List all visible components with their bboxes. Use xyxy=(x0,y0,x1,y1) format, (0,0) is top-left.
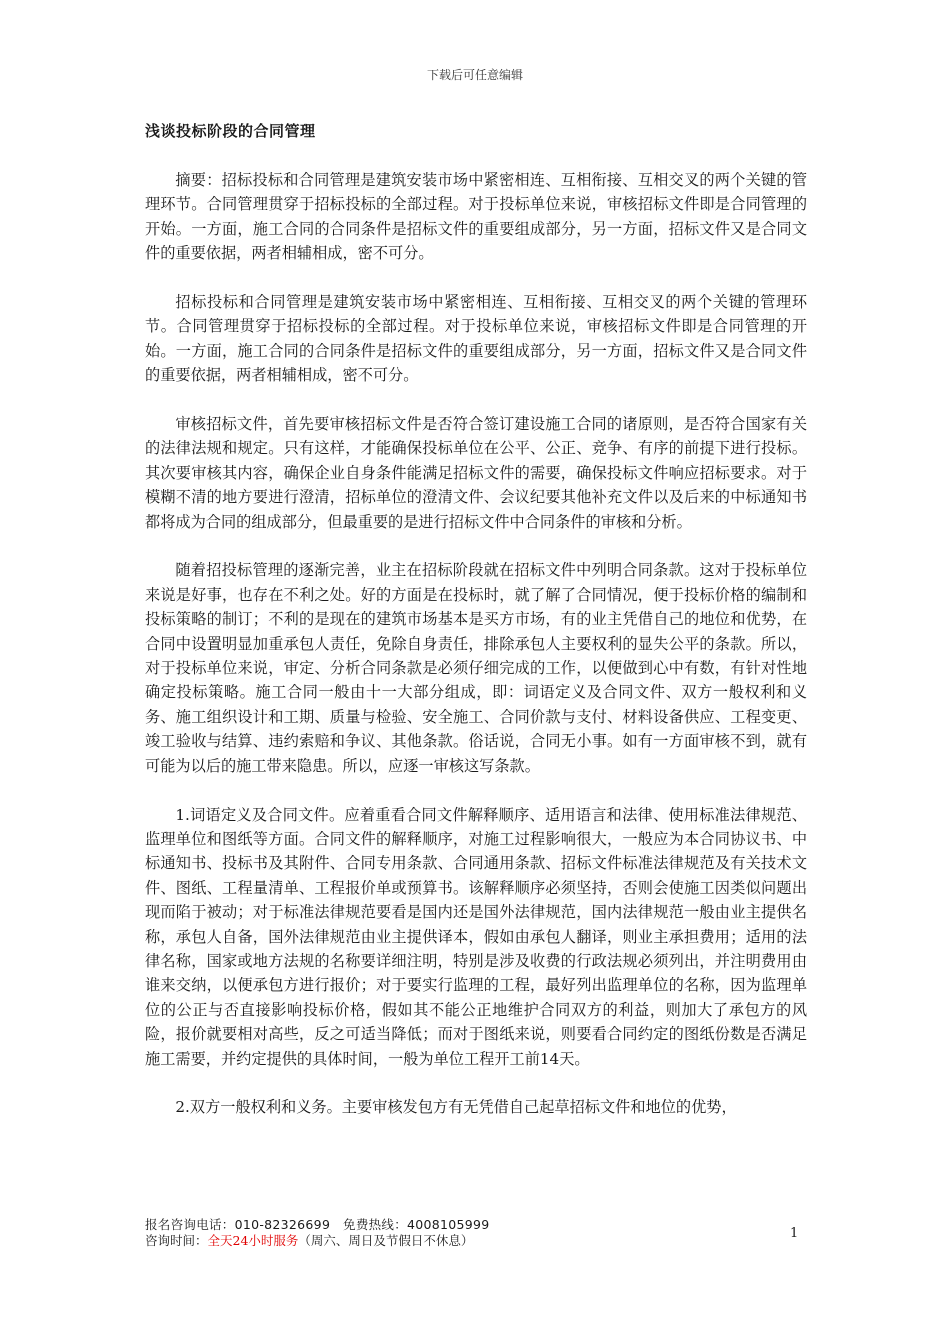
page-header: 下载后可任意编辑 xyxy=(426,68,523,82)
body-paragraph: 招标投标和合同管理是建筑安装市场中紧密相连、互相衔接、互相交叉的两个关键的管理环节。合同管理贯穿于招标投标的全部过程。对于投标单位来说，审核招标文件即是合同管理的开始。一方面，施工合同的合同条件是招标文件的重要组成部分，另一方面，招标文件又是合同文件的重要依据，两者相辅相成，密不可分。 xyxy=(145,293,807,385)
body-paragraph: 随着招投标管理的逐渐完善，业主在招标阶段就在招标文件中列明合同条款。这对于投标单位来说是好事，也存在不利之处。好的方面是在投标时，就了解了合同情况，便于投标价格的编制和投标策略的制订；不利的是现在的建筑市场基本是买方市场，有的业主凭借自己的地位和优势，在合同中设置明显加重承包人责任，免除自身责任，排除承包人主要权利的显失公平的条款。所以，对于投标单位来说，审定、分析合同条款是必须仔细完成的工作，以便做到心中有数，有针对性地确定投标策略。施工合同一般由十一大部分组成，即：词语定义及合同文件、双方一般权利和义务、施工组织设计和工期、质量与检验、安全施工、合同价款与支付、材料设备供应、工程变更、竣工验收与结算、违约索赔和争议、其他条款。俗话说，合同无小事。如有一方面审核不到，就有可能为以后的施工带来隐患。所以，应逐一审核这写条款。 xyxy=(145,561,807,775)
hours-note: （周六、周日及节假日不休息） xyxy=(298,1233,474,1248)
phone-label: 报名咨询电话：010-82326699 xyxy=(145,1217,331,1232)
contact-line xyxy=(145,1217,490,1233)
body-paragraph: 2.双方一般权利和义务。主要审核发包方有无凭借自己起草招标文件和地位的优势， xyxy=(175,1098,737,1117)
hotline-label: 免费热线：4008105999 xyxy=(343,1217,490,1232)
page-number: 1 xyxy=(790,1226,799,1241)
page-footer xyxy=(145,1217,490,1249)
hours-line xyxy=(145,1233,490,1249)
body-paragraph: 审核招标文件，首先要审核招标文件是否符合签订建设施工合同的诸原则，是否符合国家有关的法律法规和规定。只有这样，才能确保投标单位在公平、公正、竞争、有序的前提下进行投标。其次要审核其内容，确保企业自身条件能满足招标文件的需要，确保投标文件响应招标要求。对于模糊不清的地方要进行澄清，招标单位的澄清文件、会议纪要其他补充文件以及后来的中标通知书都将成为合同的组成部分，但最重要的是进行招标文件中合同条件的审核和分析。 xyxy=(145,415,807,531)
hours-label: 咨询时间： xyxy=(145,1233,208,1248)
document-title: 浅谈投标阶段的合同管理 xyxy=(145,122,316,140)
abstract-paragraph: 摘要：招标投标和合同管理是建筑安装市场中紧密相连、互相衔接、互相交叉的两个关键的管理环节。合同管理贯穿于招标投标的全部过程。对于投标单位来说，审核招标文件即是合同管理的开始。一方面，施工合同的合同条件是招标文件的重要组成部分，另一方面，招标文件又是合同文件的重要依据，两者相辅相成，密不可分。 xyxy=(145,171,807,263)
body-paragraph: 1.词语定义及合同文件。应着重看合同文件解释顺序、适用语言和法律、使用标准法律规范、监理单位和图纸等方面。合同文件的解释顺序，对施工过程影响很大，一般应为本合同协议书、中标通知书、投标书及其附件、合同专用条款、合同通用条款、招标文件标准法律规范及有关技术文件、图纸、工程量清单、工程报价单或预算书。该解释顺序必须坚持，否则会使施工因类似问题出现而陷于被动；对于标准法律规范要看是国内还是国外法律规范，国内法律规范一般由业主提供名称，承包人自备，国外法律规范由业主提供译本，假如由承包人翻译，则业主承担费用；适用的法律名称，国家或地方法规的名称要详细注明，特别是涉及收费的行政法规必须列出，并注明费用由谁来交纳，以便承包方进行报价；对于要实行监理的工程，最好列出监理单位的名称，因为监理单位的公正与否直接影响投标价格，假如其不能公正地维护合同双方的利益，则加大了承包方的风险，报价就要相对高些，反之可适当降低；而对于图纸来说，则要看合同约定的图纸份数是否满足施工需要，并约定提供的具体时间，一般为单位工程开工前14天。 xyxy=(145,805,807,1068)
document-body xyxy=(145,168,807,1144)
hours-highlight: 全天24小时服务 xyxy=(207,1233,299,1248)
